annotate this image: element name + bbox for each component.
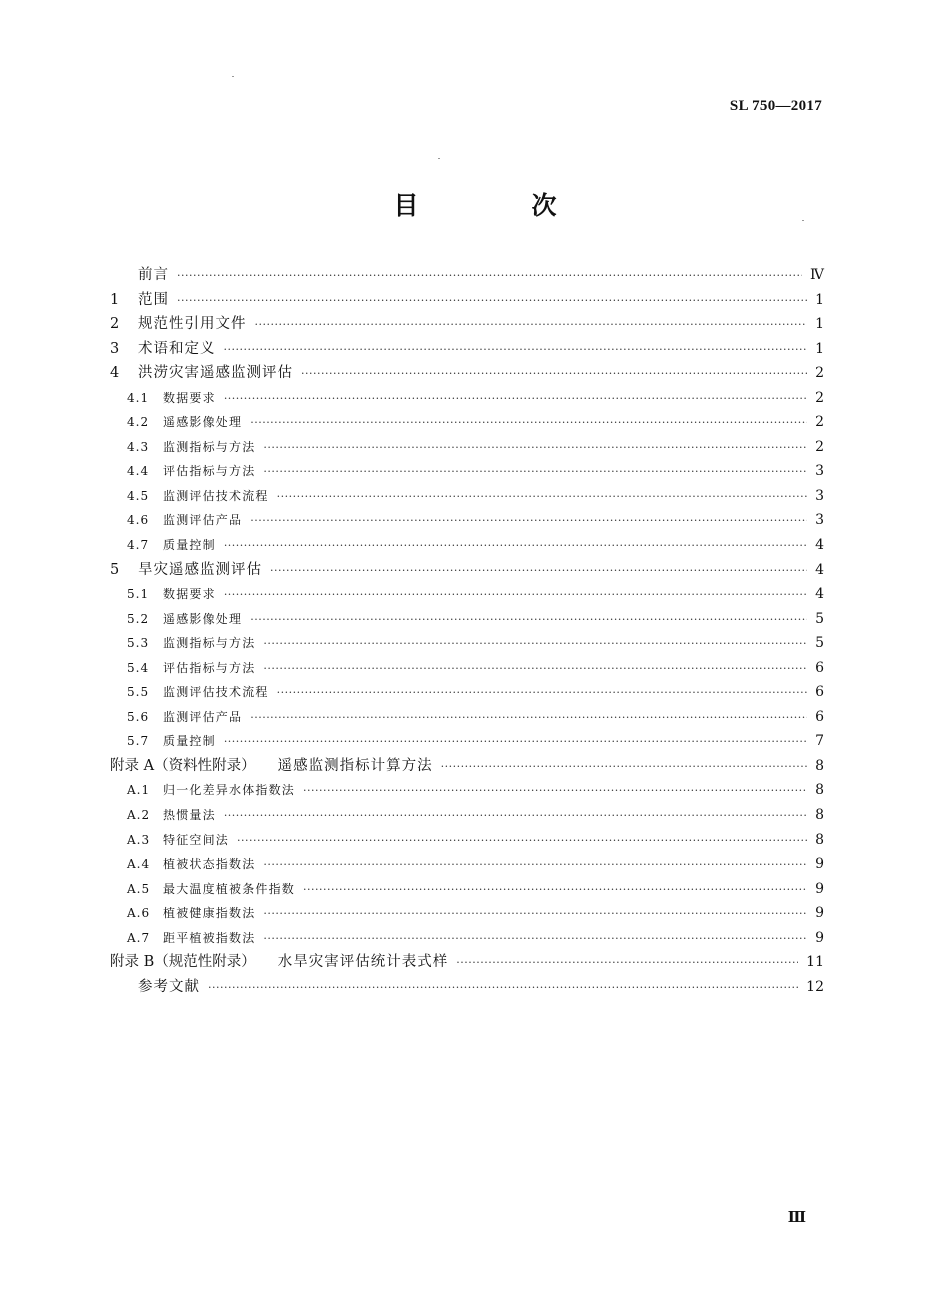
toc-entry[interactable] xyxy=(110,754,824,779)
toc-entry-title: 归一化差异水体指数法 xyxy=(163,783,296,798)
dot-leader xyxy=(277,484,807,510)
toc-entry-title: 监测评估技术流程 xyxy=(163,488,269,503)
dot-leader xyxy=(208,975,798,1001)
dot-leader xyxy=(263,435,807,461)
dot-leader xyxy=(263,656,807,682)
dot-leader xyxy=(263,901,807,927)
toc-entry-number: 4 xyxy=(110,365,120,382)
toc-entry-title: 洪涝灾害遥感监测评估 xyxy=(138,365,293,382)
dot-leader xyxy=(263,631,807,657)
dot-leader xyxy=(224,337,808,363)
toc-entry-title: 植被健康指数法 xyxy=(163,906,256,921)
toc-entry-number: 4.7 xyxy=(127,538,150,553)
toc-entry-page: 3 xyxy=(815,512,824,529)
toc-entry-title: 质量控制 xyxy=(163,734,216,749)
toc-entry-title: 遥感影像处理 xyxy=(163,611,243,626)
toc-entry[interactable] xyxy=(110,901,824,926)
dot-leader xyxy=(303,778,807,804)
toc-entry-page: 5 xyxy=(815,635,824,652)
toc-entry-number: A.4 xyxy=(127,857,151,872)
toc-entry-title: 遥感影像处理 xyxy=(163,415,243,430)
toc-entry[interactable] xyxy=(110,410,824,435)
toc-entry[interactable] xyxy=(110,558,824,583)
dot-leader xyxy=(250,508,807,534)
toc-entry-number: 5.2 xyxy=(127,611,150,626)
toc-entry-page: 6 xyxy=(815,684,824,701)
dot-leader xyxy=(250,705,807,731)
toc-entry-page: 2 xyxy=(815,438,824,455)
toc-entry[interactable] xyxy=(110,950,824,975)
dot-leader xyxy=(224,533,807,559)
toc-entry-number: A.7 xyxy=(127,930,151,945)
toc-entry-page: 9 xyxy=(815,905,824,922)
toc-entry-page: 12 xyxy=(806,978,824,995)
toc-entry-page: 3 xyxy=(815,487,824,504)
dot-leader xyxy=(177,288,807,314)
toc-entry[interactable] xyxy=(110,312,824,337)
toc-entry-page: 4 xyxy=(815,561,824,578)
toc-entry-number: 5.7 xyxy=(127,734,150,749)
toc-entry-number: 4.6 xyxy=(127,513,150,528)
toc-entry-title: 评估指标与方法 xyxy=(163,660,256,675)
toc-entry[interactable] xyxy=(110,337,824,362)
toc-entry-number: A.6 xyxy=(127,906,151,921)
toc-entry-title: 植被状态指数法 xyxy=(163,857,256,872)
toc-entry[interactable] xyxy=(110,582,824,607)
toc-entry-number: 4.5 xyxy=(127,488,150,503)
toc-entry-number: 4.3 xyxy=(127,439,150,454)
toc-entry[interactable] xyxy=(110,803,824,828)
toc-entry-number: 2 xyxy=(110,316,120,333)
dot-leader xyxy=(263,852,807,878)
toc-entry-number: 5.4 xyxy=(127,660,150,675)
toc-entry[interactable] xyxy=(110,680,824,705)
dot-leader xyxy=(224,582,807,608)
toc-entry-number: 附录 A（资料性附录） xyxy=(110,757,256,774)
toc-entry[interactable] xyxy=(110,459,824,484)
page-title: 目 次 xyxy=(393,191,601,220)
toc-entry-number: 5.6 xyxy=(127,709,150,724)
toc-entry-number: 5.1 xyxy=(127,587,150,602)
toc-entry-number: 4.1 xyxy=(127,390,150,405)
toc-entry[interactable] xyxy=(110,631,824,656)
standard-code: SL 750—2017 xyxy=(729,98,822,114)
dot-leader xyxy=(301,361,807,387)
scan-speck xyxy=(802,220,804,221)
toc-entry-page: 1 xyxy=(815,316,824,333)
toc-entry[interactable] xyxy=(110,508,824,533)
toc-entry-page: 6 xyxy=(815,708,824,725)
toc-entry-page: 9 xyxy=(815,929,824,946)
toc-entry-page: 2 xyxy=(815,414,824,431)
toc-entry-title: 数据要求 xyxy=(163,390,216,405)
toc-entry[interactable] xyxy=(110,778,824,803)
toc-entry-page: 9 xyxy=(815,880,824,897)
toc-entry[interactable] xyxy=(110,926,824,951)
dot-leader xyxy=(263,459,807,485)
toc-entry-number: A.5 xyxy=(127,881,151,896)
toc-entry-page: 2 xyxy=(815,365,824,382)
toc-entry-page: 7 xyxy=(815,733,824,750)
toc-entry-title: 监测评估产品 xyxy=(163,709,243,724)
toc-entry[interactable] xyxy=(110,484,824,509)
toc-entry-title: 遥感监测指标计算方法 xyxy=(277,757,433,774)
dot-leader xyxy=(237,828,807,854)
toc-entry-title: 最大温度植被条件指数 xyxy=(163,881,296,896)
toc-entry-page: 3 xyxy=(815,463,824,480)
dot-leader xyxy=(224,386,807,412)
toc-entry-page: 4 xyxy=(815,537,824,554)
dot-leader xyxy=(224,803,807,829)
toc-entry[interactable] xyxy=(110,975,824,1000)
toc-entry-number: 3 xyxy=(110,340,120,357)
toc-entry-title: 监测指标与方法 xyxy=(163,636,256,651)
toc-entry[interactable] xyxy=(110,828,824,853)
scan-speck xyxy=(438,158,440,159)
toc-entry-number: A.3 xyxy=(127,832,151,847)
table-of-contents xyxy=(110,263,824,999)
toc-entry-page: 5 xyxy=(815,610,824,627)
toc-entry[interactable] xyxy=(110,361,824,386)
toc-entry-number: 5.5 xyxy=(127,685,150,700)
toc-entry-title: 监测评估产品 xyxy=(163,513,243,528)
toc-entry-title: 监测指标与方法 xyxy=(163,439,256,454)
page-number: Ⅲ xyxy=(787,1210,806,1226)
toc-entry-number: 5 xyxy=(110,561,120,578)
toc-entry[interactable] xyxy=(110,435,824,460)
toc-entry[interactable] xyxy=(110,386,824,411)
toc-entry-number: 4.2 xyxy=(127,415,150,430)
dot-leader xyxy=(250,410,807,436)
toc-entry-page: 1 xyxy=(815,340,824,357)
dot-leader xyxy=(456,950,798,976)
toc-entry-title: 旱灾遥感监测评估 xyxy=(138,561,262,578)
toc-entry-page: Ⅳ xyxy=(810,267,824,283)
toc-entry[interactable] xyxy=(110,852,824,877)
toc-entry-page: 11 xyxy=(806,954,824,971)
toc-entry-page: 9 xyxy=(815,856,824,873)
toc-entry-page: 2 xyxy=(815,389,824,406)
toc-entry-title: 距平植被指数法 xyxy=(163,930,256,945)
toc-entry-title: 数据要求 xyxy=(163,587,216,602)
toc-entry-page: 8 xyxy=(815,757,824,774)
toc-entry-number: 5.3 xyxy=(127,636,150,651)
toc-entry[interactable] xyxy=(110,705,824,730)
dot-leader xyxy=(255,312,808,338)
dot-leader xyxy=(277,680,807,706)
toc-entry-number: 4.4 xyxy=(127,464,150,479)
toc-entry-title: 范围 xyxy=(138,291,169,308)
dot-leader xyxy=(270,558,807,584)
toc-entry[interactable] xyxy=(110,656,824,681)
dot-leader xyxy=(263,926,807,952)
toc-entry-page: 1 xyxy=(815,291,824,308)
toc-entry-number: A.2 xyxy=(127,808,151,823)
toc-entry[interactable] xyxy=(110,607,824,632)
dot-leader xyxy=(303,877,807,903)
toc-entry[interactable] xyxy=(110,533,824,558)
toc-entry-page: 8 xyxy=(815,831,824,848)
toc-entry[interactable] xyxy=(110,729,824,754)
dot-leader xyxy=(224,729,807,755)
toc-entry-title: 质量控制 xyxy=(163,538,216,553)
toc-entry-title: 热惯量法 xyxy=(163,808,216,823)
toc-entry-title: 监测评估技术流程 xyxy=(163,685,269,700)
toc-entry-number: 1 xyxy=(110,291,120,308)
toc-entry-number: A.1 xyxy=(127,783,151,798)
toc-entry-title: 术语和定义 xyxy=(138,340,216,357)
dot-leader xyxy=(441,754,807,780)
toc-entry-title: 评估指标与方法 xyxy=(163,464,256,479)
toc-entry-page: 4 xyxy=(815,586,824,603)
toc-entry-title: 规范性引用文件 xyxy=(138,316,247,333)
toc-entry[interactable] xyxy=(110,877,824,902)
toc-entry[interactable] xyxy=(110,263,824,288)
toc-entry-title: 水旱灾害评估统计表式样 xyxy=(277,954,449,971)
dot-leader xyxy=(250,607,807,633)
toc-entry-title: 前言 xyxy=(138,267,169,283)
toc-entry[interactable] xyxy=(110,288,824,313)
toc-entry-page: 6 xyxy=(815,659,824,676)
dot-leader xyxy=(177,263,802,289)
toc-entry-page: 8 xyxy=(815,782,824,799)
toc-entry-title: 特征空间法 xyxy=(163,832,230,847)
toc-entry-number: 附录 B（规范性附录） xyxy=(110,954,256,971)
toc-entry-title: 参考文献 xyxy=(138,978,200,995)
toc-entry-page: 8 xyxy=(815,807,824,824)
scan-speck xyxy=(232,76,234,77)
